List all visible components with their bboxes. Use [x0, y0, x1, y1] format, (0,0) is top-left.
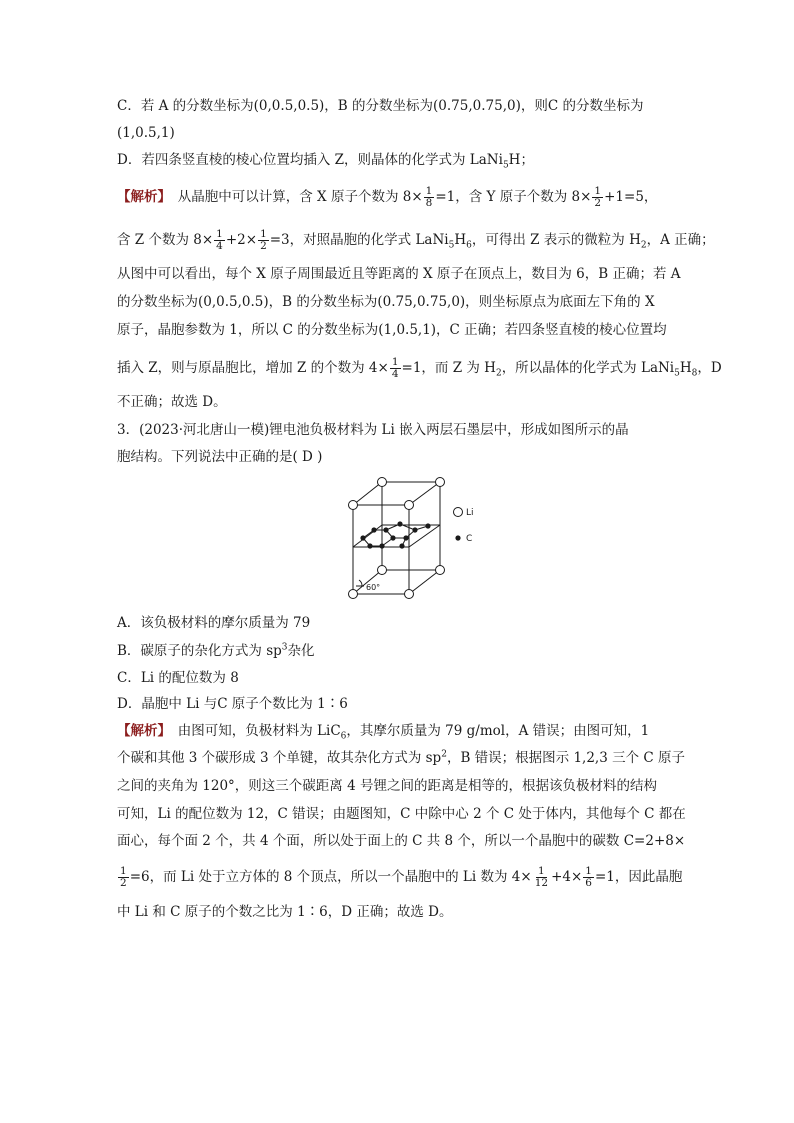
analysis1-line-3: 从图中可以看出，每个 X 原子周围最近且等距离的 X 原子在顶点上，数目为 6，B 正确；若 A — [117, 266, 681, 282]
fraction: $\frac{1}{2}$ — [120, 865, 127, 889]
analysis1-line-6: 插入 Z，则与原晶胞比，增加 Z 的个数为 4× $\frac{1}{4}$ =1，而 Z 为 $H_2$，所以晶体的化学式为 $LaNi_5H_8$，D — [117, 356, 722, 380]
angle-label: 60° — [366, 583, 381, 592]
question3-option-b: B．碳原子的杂化方式为 $sp^3$杂化 — [117, 642, 315, 659]
cube-edges — [353, 482, 440, 594]
question3-option-a: A．该负极材料的摩尔质量为 79 — [117, 615, 311, 631]
analysis2-line-3: 之间的夹角为 120°，则这三个碳距离 4 号锂之间的距离是相等的，根据该负极材料的结构 — [117, 778, 657, 794]
analysis1-line-4: 的分数坐标为(0,0.5,0.5)，B 的分数坐标为(0.75,0.75,0)，则坐标原点为底面左下角的 X — [117, 294, 655, 310]
fraction: $\frac{1}{4}$ — [216, 228, 223, 252]
fraction: $\frac{1}{4}$ — [391, 356, 399, 380]
analysis1-line-5: 原子，晶胞参数为 1，所以 C 的分数坐标为(1,0.5,1)，C 正确；若四条竖直棱的棱心位置均 — [117, 322, 667, 338]
legend-li-label: Li — [466, 508, 474, 518]
crystal-cell-figure — [340, 468, 490, 608]
legend-li-marker — [454, 508, 463, 517]
analysis2-line-2: 个碳和其他 3 个碳形成 3 个单键，故其杂化方式为 $sp^2$，B 错误；根据图示 1,2,3 三个 C 原子 — [117, 749, 686, 766]
analysis1-line-7: 不正确；故选 D。 — [117, 394, 227, 410]
analysis-tag: 【解析】 — [117, 189, 165, 205]
analysis1-line-1: 【解析】 从晶胞中可以计算，含 X 原子个数为 8× $\frac{1}{8}$ =1，含 Y 原子个数为 8× $\frac{1}{2}$ +1=5， — [117, 185, 658, 209]
fraction: $\frac{1}{2}$ — [260, 228, 267, 252]
analysis2-line-5: 面心，每个面 2 个，共 4 个面，所以处于面上的 C 共 8 个，所以一个晶胞中的碳数 C=2+8× — [117, 833, 686, 849]
fraction: $\frac{1}{12}$ — [534, 865, 549, 889]
analysis-tag: 【解析】 — [117, 723, 165, 739]
analysis2-line-6: $\frac{1}{2}$ =6，而 Li 处于立方体的 8 个顶点，所以一个晶胞中的 Li 数为 4× $\frac{1}{12}$ +4× $\frac{1}{6}$ =1，因此晶胞 — [120, 865, 683, 889]
fraction: $\frac{1}{2}$ — [594, 185, 602, 209]
fraction: $\frac{1}{6}$ — [585, 865, 592, 889]
analysis1-line-2: 含 Z 个数为 8× $\frac{1}{4}$ +2× $\frac{1}{2}$ =3，对照晶胞的化学式 $LaNi_5H_6$，可得出 Z 表示的微粒为 $H_2$，A 正确； — [117, 228, 715, 252]
analysis2-line-7: 中 Li 和 C 原子的个数之比为 1∶6，D 正确；故选 D。 — [117, 904, 453, 920]
analysis2-line-4: 可知，Li 的配位数为 12，C 错误；由题图知，C 中除中心 2 个 C 处于体内，其他每个 C 都在 — [117, 806, 686, 822]
question3-line-2: 胞结构。下列说法中正确的是( D ) — [117, 449, 323, 465]
question3-option-c: C．Li 的配位数为 8 — [117, 670, 239, 686]
analysis2-line-1: 【解析】 由图可知，负极材料为 LiC$_6$，其摩尔质量为 79 g/mol，A 错误；由图可知，1 — [117, 723, 650, 742]
question3-line-1: 3．(2023·河北唐山一模)锂电池负极材料为 Li 嵌入两层石墨层中，形成如图所示的晶 — [117, 422, 629, 438]
legend-c-label: C — [466, 534, 473, 544]
option-c-line-1: C．若 A 的分数坐标为(0,0.5,0.5)，B 的分数坐标为(0.75,0.75,0)，则C 的分数坐标为 — [117, 98, 644, 114]
option-c-line-2: (1,0.5,1) — [117, 125, 175, 141]
legend-c-marker — [455, 535, 460, 540]
option-d-line: D．若四条竖直棱的棱心位置均插入 Z，则晶体的化学式为 LaNi$_5$H； — [117, 152, 534, 171]
question3-option-d: D．晶胞中 Li 与C 原子个数比为 1∶6 — [117, 696, 348, 712]
fraction: $\frac{1}{8}$ — [425, 185, 433, 209]
